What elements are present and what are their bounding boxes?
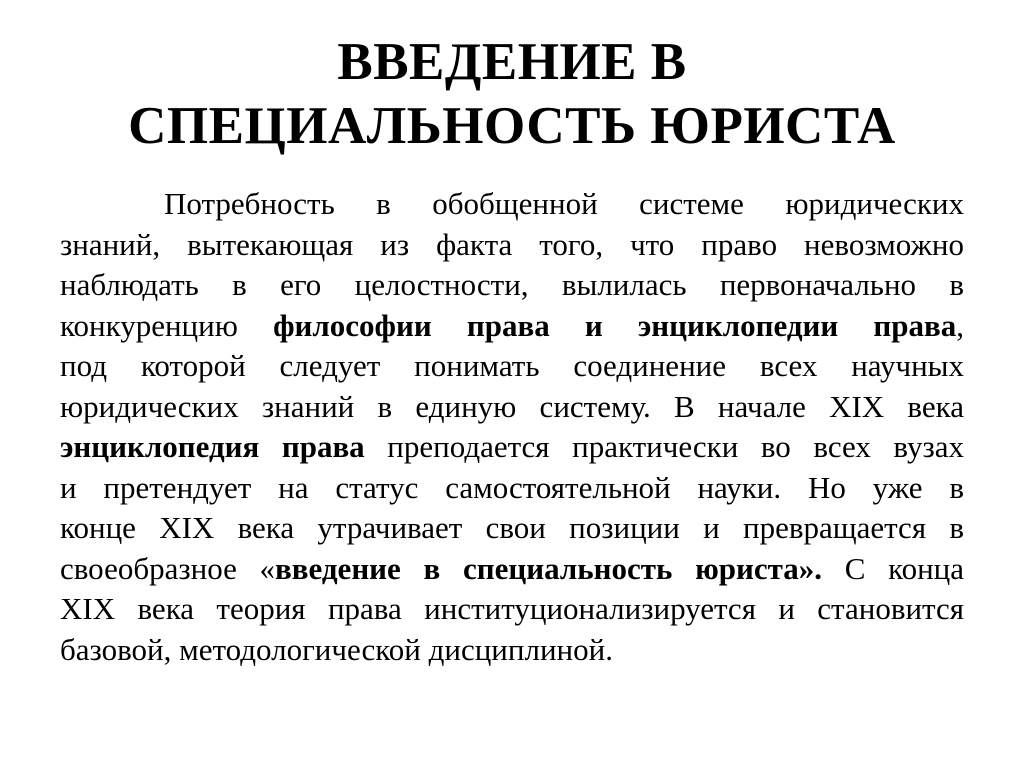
paragraph-line bbox=[60, 508, 964, 549]
emphasized-term: философии права и энциклопедии права bbox=[273, 307, 957, 343]
text-run: конкуренцию bbox=[60, 307, 274, 343]
slide-title-line-2: СПЕЦИАЛЬНОСТЬ ЮРИСТА bbox=[128, 97, 896, 155]
text-run: XIX века теория права институционализируется и становится bbox=[60, 591, 964, 626]
text-run: своеобразное « bbox=[60, 550, 276, 586]
slide-title-line-1: ВВЕДЕНИЕ В bbox=[337, 33, 687, 91]
paragraph-line bbox=[60, 306, 964, 347]
emphasized-term: энциклопедия права bbox=[60, 429, 365, 464]
text-run: Потребность в обобщенной системе юридических bbox=[164, 186, 964, 221]
paragraph-line bbox=[60, 630, 964, 671]
paragraph-line bbox=[60, 468, 964, 509]
text-run: под которой следует понимать соединение всех научных bbox=[60, 348, 964, 383]
text-run: преподается практически во всех вузах bbox=[364, 429, 964, 464]
paragraph-line bbox=[60, 184, 964, 225]
paragraph-line bbox=[60, 346, 964, 387]
paragraph-line bbox=[60, 225, 964, 266]
text-run: наблюдать в его целостности, вылилась первоначально в bbox=[60, 267, 964, 302]
text-run: знаний, вытекающая из факта того, что право невозможно bbox=[60, 226, 964, 262]
body-paragraph bbox=[60, 184, 964, 670]
paragraph-line bbox=[60, 427, 964, 468]
text-run: юридических знаний в единую систему. В начале XIX века bbox=[60, 388, 964, 424]
text-run: и претендует на статус самостоятельной науки. Но уже в bbox=[60, 469, 964, 505]
text-run: , bbox=[956, 307, 965, 343]
emphasized-term: введение в специальность юриста». bbox=[275, 550, 822, 586]
paragraph-line bbox=[60, 589, 964, 630]
paragraph-line bbox=[60, 265, 964, 306]
paragraph-line bbox=[60, 549, 964, 590]
text-run: конце XIX века утрачивает свои позиции и превращается в bbox=[60, 510, 964, 545]
paragraph-line bbox=[60, 387, 964, 428]
text-run: базовой, методологической дисциплиной. bbox=[60, 631, 613, 667]
slide-title bbox=[40, 30, 984, 158]
text-run: С конца bbox=[821, 550, 965, 586]
